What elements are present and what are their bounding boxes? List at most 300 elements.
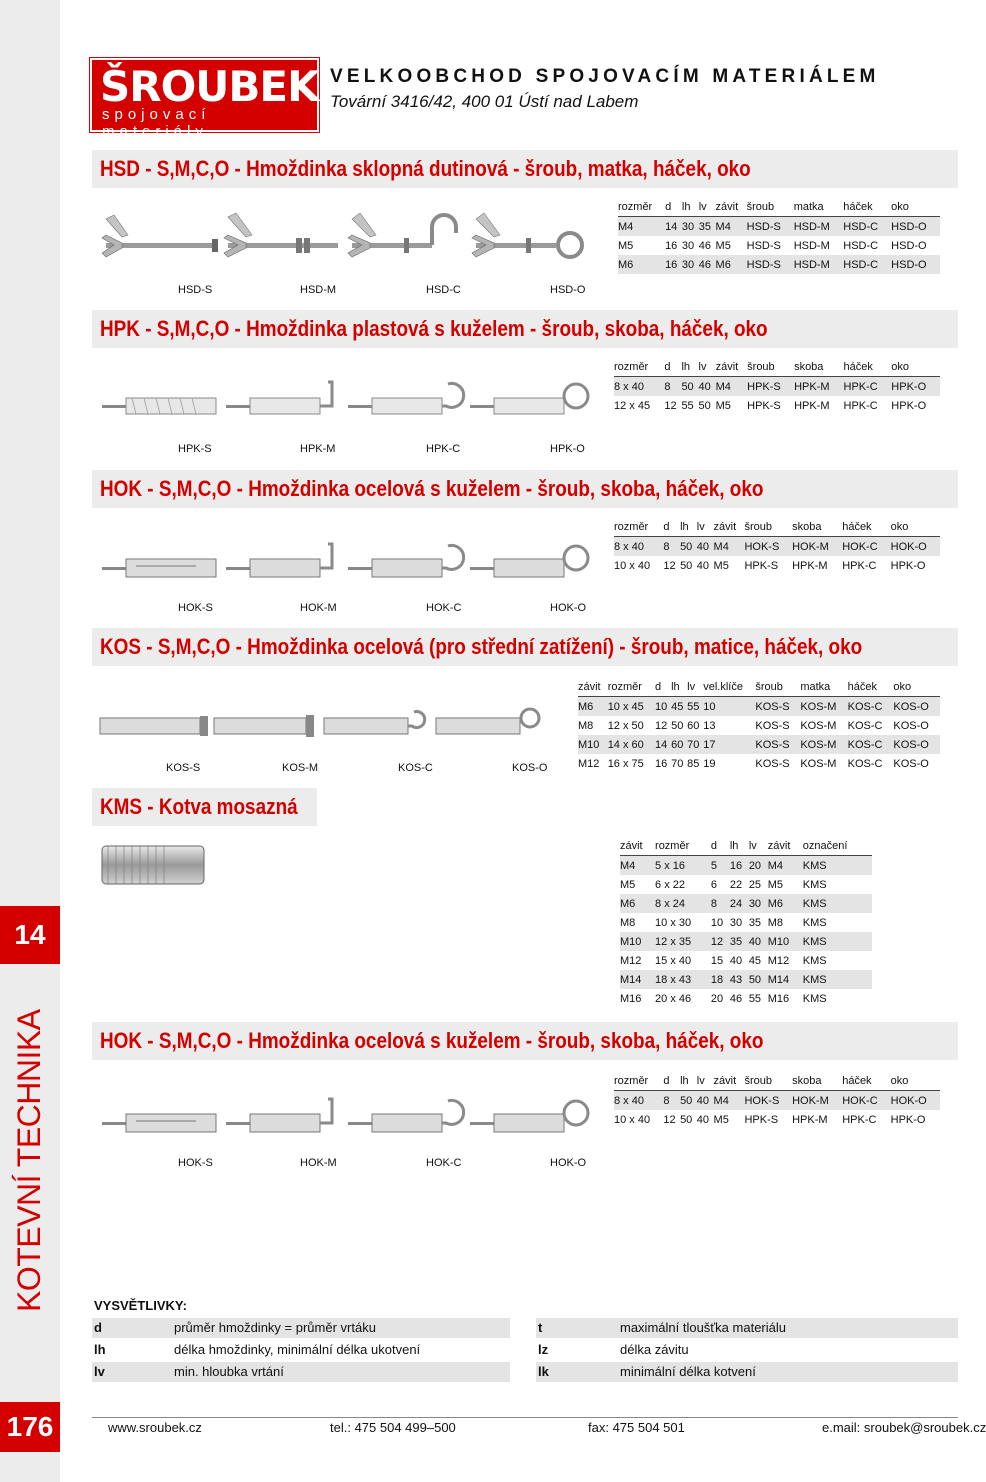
table-cell: 50 (698, 399, 711, 412)
kos-m-label: KOS-M (282, 762, 319, 774)
table-cell: 15 x 40 (655, 954, 692, 967)
table-cell: 50 (680, 1113, 693, 1126)
table-cell: HPK-S (744, 559, 779, 572)
table-cell: HSD-S (747, 255, 794, 274)
table-cell: 30 (729, 916, 743, 929)
section-kos (92, 628, 958, 666)
table-cell: 16 (665, 255, 682, 274)
table-cell: 46 (729, 992, 743, 1005)
table-cell: 8 (664, 377, 681, 397)
column-header: d (663, 517, 680, 537)
table-cell: HOK-O (891, 1091, 940, 1111)
table-cell: 40 (697, 1091, 714, 1111)
chapter-title: KOTEVNÍ TECHNIKA (11, 1009, 47, 1312)
table-row (614, 1091, 940, 1111)
table-cell: 12 (655, 719, 668, 732)
table-cell: M5 (715, 399, 731, 412)
table-cell: M4 (620, 856, 655, 876)
table-cell: HOK-O (891, 537, 940, 557)
table-cell: 15 (710, 954, 724, 967)
footer-email-link[interactable]: e.mail: sroubek@sroubek.cz (822, 1420, 986, 1435)
table-cell: M8 (620, 916, 636, 929)
table-cell: 40 (699, 377, 716, 397)
table-cell: 40 (729, 954, 743, 967)
kos-c-label: KOS-C (398, 762, 433, 774)
table-cell: HPK-O (890, 1113, 926, 1126)
table-cell: KMS (802, 916, 827, 929)
table-cell: HSD-C (843, 217, 891, 237)
table-row (578, 697, 940, 717)
table-cell: 8 x 40 (614, 537, 663, 557)
table-row (614, 396, 940, 415)
table-cell: M8 (578, 719, 594, 732)
table-cell: 10 (655, 697, 671, 717)
legend-key: lk (538, 1364, 549, 1379)
table-cell: KMS (803, 856, 872, 876)
kos-product-images (96, 704, 556, 748)
table-row (620, 894, 872, 913)
table-cell: HPK-S (744, 1113, 779, 1126)
logo-main: ŠROUBEK (100, 62, 319, 111)
table-cell: 10 x 45 (608, 697, 655, 717)
table-cell: KMS (802, 992, 827, 1005)
table-row (578, 735, 940, 754)
table-cell: HPK-S (747, 399, 781, 412)
table-cell: HOK-C (842, 537, 890, 557)
legend-row (92, 1340, 510, 1360)
table-cell: M5 (713, 1113, 729, 1126)
table-cell: 10 x 40 (614, 1113, 651, 1126)
section-hsd (92, 150, 958, 188)
table-row (620, 875, 872, 894)
table-cell: HSD-O (891, 217, 940, 237)
company-address: Tovární 3416/42, 400 01 Ústí nad Labem (330, 92, 639, 111)
table-cell: 35 (748, 916, 762, 929)
table-cell: KMS (803, 970, 872, 989)
hpk-m-image (226, 382, 332, 414)
table-cell: M6 (768, 894, 803, 913)
table-cell: HOK-C (842, 1091, 890, 1111)
legend-value: průměr hmoždinky = průměr vrtáku (174, 1320, 376, 1335)
table-cell: HPK-O (890, 559, 926, 572)
column-header: háček (848, 677, 894, 697)
table-cell: KOS-O (893, 697, 940, 717)
table-row (614, 1110, 940, 1129)
column-header: lh (681, 357, 698, 377)
legend-row (536, 1362, 958, 1382)
table-cell: M16 (767, 992, 790, 1005)
column-header: závit (578, 677, 608, 697)
hok-2-m-label: HOK-M (300, 1157, 337, 1169)
hsd-s-label: HSD-S (178, 284, 213, 296)
column-header: rozměr (608, 677, 655, 697)
section-hok-title: HOK - S,M,C,O - Hmoždinka ocelová s kuželem - šroub, skoba, háček, oko (100, 476, 764, 501)
table-cell: M4 (714, 1091, 745, 1111)
table-cell: HSD-C (843, 239, 879, 252)
table-cell: 50 (681, 377, 698, 397)
table-cell: 17 (703, 735, 755, 754)
table-cell: 70 (671, 757, 684, 770)
column-header: lv (749, 836, 768, 856)
table-cell: 30 (681, 239, 695, 252)
table-cell: 8 (663, 537, 680, 557)
column-header: matka (794, 197, 844, 217)
hok-m-label: HOK-M (300, 602, 337, 614)
table-cell: HSD-O (891, 255, 940, 274)
hpk-c-label: HPK-C (426, 443, 461, 455)
table-cell: M6 (620, 894, 655, 913)
table-cell: 6 (710, 878, 718, 891)
table-cell: 43 (730, 970, 749, 989)
table-cell: 60 (687, 719, 700, 732)
table-cell: KOS-S (755, 697, 800, 717)
hsd-c-label: HSD-C (426, 284, 461, 296)
table-row (620, 951, 872, 970)
hok-2-c-image (348, 1100, 464, 1132)
table-cell: 40 (696, 1113, 710, 1126)
column-header: skoba (792, 517, 842, 537)
table-cell: KOS-M (800, 719, 837, 732)
table-cell: 40 (697, 537, 714, 557)
table-cell: HPK-O (891, 399, 927, 412)
table-cell: 40 (696, 559, 710, 572)
table-cell: 10 (710, 916, 724, 929)
hsd-c-image (348, 213, 456, 257)
section-hok (92, 470, 958, 508)
hpk-s-label: HPK-S (178, 443, 212, 455)
column-header: závit (620, 836, 655, 856)
legend-value: min. hloubka vrtání (174, 1364, 284, 1379)
hpk-o-image (470, 384, 588, 414)
column-header: závit (716, 357, 748, 377)
table-header-row (618, 197, 940, 217)
column-header: lv (697, 1071, 714, 1091)
hpk-product-images (96, 378, 596, 432)
column-header: závit (768, 836, 803, 856)
table-cell: HPK-M (792, 1113, 828, 1126)
table-cell: HPK-S (747, 377, 794, 397)
table-cell: 10 (703, 697, 755, 717)
column-header: rozměr (618, 197, 665, 217)
table-cell: 46 (699, 255, 716, 274)
section-hpk (92, 310, 958, 348)
hpk-o-label: HPK-O (550, 443, 585, 455)
table-cell: KOS-M (800, 757, 837, 770)
table-cell: KOS-O (893, 757, 929, 770)
table-row (618, 236, 940, 255)
column-header: šroub (747, 357, 794, 377)
table-cell: KOS-O (893, 735, 940, 754)
table-cell: M6 (578, 697, 608, 717)
spec-table-hsd (618, 197, 940, 274)
brand-logo (90, 58, 332, 140)
table-cell: 40 (749, 932, 768, 951)
table-cell: 14 x 60 (608, 735, 655, 754)
legend-key: lh (94, 1342, 106, 1357)
table-row (620, 856, 872, 876)
table-cell: KMS (802, 954, 827, 967)
table-cell: M4 (716, 217, 747, 237)
hok-c-label: HOK-C (426, 602, 462, 614)
footer-fax: fax: 475 504 501 (588, 1420, 685, 1435)
table-cell: 50 (680, 559, 693, 572)
table-cell: M12 (767, 954, 790, 967)
table-row (614, 377, 940, 397)
table-cell: M10 (578, 735, 608, 754)
legend-value: maximální tloušťka materiálu (620, 1320, 786, 1335)
legend-row (92, 1318, 510, 1338)
table-row (618, 255, 940, 274)
table-cell: M5 (620, 878, 636, 891)
footer-divider (92, 1417, 958, 1418)
column-header: skoba (794, 357, 843, 377)
table-cell: 12 (711, 932, 730, 951)
table-cell: 6 x 22 (655, 878, 685, 891)
column-header: lh (671, 677, 687, 697)
table-cell: 12 (664, 399, 677, 412)
table-cell: HPK-C (842, 1113, 877, 1126)
table-cell: 22 (729, 878, 743, 891)
chapter-number: 14 (0, 906, 60, 964)
column-header: lv (687, 677, 703, 697)
column-header: oko (893, 677, 940, 697)
table-header-row (620, 836, 872, 856)
table-row (620, 913, 872, 932)
column-header: lh (730, 836, 749, 856)
column-header: lv (697, 517, 714, 537)
table-cell: 19 (703, 757, 716, 770)
table-cell: 20 (749, 856, 768, 876)
legend-value: minimální délka kotvení (620, 1364, 756, 1379)
table-row (620, 989, 872, 1008)
kms-product-image (98, 842, 210, 888)
hok-2-o-label: HOK-O (550, 1157, 587, 1169)
table-cell: 20 x 46 (655, 992, 692, 1005)
table-cell: HSD-M (793, 239, 830, 252)
table-cell: HOK-M (792, 537, 842, 557)
page-number: 176 (0, 1402, 60, 1452)
table-cell: 55 (748, 992, 762, 1005)
column-header: háček (844, 357, 892, 377)
kos-s-label: KOS-S (166, 762, 201, 774)
hok-2-s-image (102, 1114, 216, 1132)
table-cell: 16 (665, 239, 678, 252)
column-header: lh (680, 1071, 697, 1091)
table-cell: 18 (711, 970, 730, 989)
logo-subtitle: spojovací materiály (102, 106, 211, 140)
table-cell: KOS-C (847, 757, 883, 770)
hpk-m-label: HPK-M (300, 443, 336, 455)
table-cell: 30 (682, 255, 699, 274)
table-cell: M5 (767, 878, 784, 891)
kos-o-label: KOS-O (512, 762, 548, 774)
table-cell: 35 (699, 217, 716, 237)
table-cell: 8 (663, 1091, 680, 1111)
table-cell: 70 (687, 735, 703, 754)
hok-2-s-label: HOK-S (178, 1157, 213, 1169)
table-cell: 12 x 45 (614, 399, 651, 412)
table-cell: 8 x 40 (614, 1091, 663, 1111)
hsd-m-image (224, 213, 338, 257)
table-cell: KOS-M (800, 697, 847, 717)
spec-table-hok (614, 517, 940, 575)
kos-c-image (324, 712, 425, 734)
column-header: lh (680, 517, 697, 537)
table-cell: 50 (749, 970, 768, 989)
table-cell: 13 (703, 719, 716, 732)
column-header: d (665, 197, 682, 217)
table-cell: HPK-O (891, 377, 940, 397)
column-header: oko (891, 1071, 940, 1091)
table-cell: 85 (687, 757, 700, 770)
table-cell: M12 (620, 954, 642, 967)
column-header: šroub (747, 197, 794, 217)
kos-s-image (100, 716, 208, 736)
table-cell: KOS-M (800, 735, 847, 754)
table-cell: KMS (802, 878, 827, 891)
column-header: závit (714, 517, 745, 537)
table-cell: HPK-M (792, 559, 828, 572)
table-cell: 55 (687, 697, 703, 717)
table-cell: HPK-C (842, 559, 877, 572)
column-header: rozměr (614, 1071, 663, 1091)
table-cell: 45 (671, 697, 687, 717)
legend-row (92, 1362, 510, 1382)
table-cell: M14 (768, 970, 803, 989)
table-cell: 16 x 75 (607, 757, 644, 770)
table-cell: 5 (711, 856, 730, 876)
spec-table-kms (620, 836, 872, 1008)
hok-2-c-label: HOK-C (426, 1157, 462, 1169)
table-cell: 45 (748, 954, 762, 967)
table-cell: HSD-C (843, 255, 891, 274)
footer-phone: tel.: 475 504 499–500 (330, 1420, 456, 1435)
table-cell: 18 x 43 (655, 970, 711, 989)
column-header: rozměr (614, 357, 664, 377)
legend-key: d (94, 1320, 102, 1335)
kos-m-image (214, 715, 314, 737)
spec-table-kos (578, 677, 940, 773)
table-cell: KOS-O (893, 719, 929, 732)
section-hpk-title: HPK - S,M,C,O - Hmoždinka plastová s kuželem - šroub, skoba, háček, oko (100, 316, 768, 341)
column-header: rozměr (614, 517, 663, 537)
section-hok-2-title: HOK - S,M,C,O - Hmoždinka ocelová s kuželem - šroub, skoba, háček, oko (100, 1028, 764, 1053)
hsd-s-image (102, 215, 218, 257)
table-cell: 50 (680, 1091, 697, 1111)
legend-row (536, 1318, 958, 1338)
column-header: d (711, 836, 730, 856)
table-row (578, 754, 940, 773)
hok-m-image (226, 544, 332, 577)
table-cell: HSD-M (794, 217, 844, 237)
table-header-row (614, 1071, 940, 1091)
column-header: háček (843, 197, 891, 217)
hok-2-o-image (470, 1101, 588, 1132)
kos-o-image (436, 709, 539, 734)
column-header: lv (699, 197, 716, 217)
spec-table-hpk (614, 357, 940, 415)
table-cell: 16 (655, 757, 668, 770)
table-cell: 30 (749, 894, 768, 913)
table-cell: KMS (803, 894, 872, 913)
table-cell: M10 (768, 932, 803, 951)
table-cell: 60 (671, 735, 687, 754)
table-cell: 5 x 16 (655, 856, 711, 876)
section-kos-title: KOS - S,M,C,O - Hmoždinka ocelová (pro střední zatížení) - šroub, matice, háček, oko (100, 634, 863, 659)
hok-o-image (470, 546, 588, 577)
table-cell: HSD-S (747, 217, 794, 237)
hok-product-images (96, 540, 596, 594)
table-cell: HPK-M (794, 399, 830, 412)
column-header: háček (842, 517, 890, 537)
table-cell: M4 (716, 377, 748, 397)
table-cell: 14 (665, 217, 682, 237)
hok-s-label: HOK-S (178, 602, 213, 614)
table-row (614, 556, 940, 575)
table-cell: 16 (730, 856, 749, 876)
table-cell: 12 x 50 (607, 719, 644, 732)
section-kms-title: KMS - Kotva mosazná (100, 794, 298, 819)
table-cell: HPK-C (844, 377, 892, 397)
section-hsd-title: HSD - S,M,C,O - Hmoždinka sklopná dutinová - šroub, matka, háček, oko (100, 156, 751, 181)
hok-c-image (348, 545, 464, 577)
table-cell: M14 (620, 970, 655, 989)
column-header: d (655, 677, 671, 697)
table-cell: 30 (682, 217, 699, 237)
table-cell: M12 (578, 757, 600, 770)
column-header: skoba (792, 1071, 842, 1091)
legend-key: lv (94, 1364, 105, 1379)
table-cell: M8 (767, 916, 784, 929)
table-header-row (578, 677, 940, 697)
column-header: závit (714, 1071, 745, 1091)
table-cell: 20 (710, 992, 724, 1005)
column-header: lh (682, 197, 699, 217)
table-cell: HSD-S (746, 239, 781, 252)
column-header: označení (803, 836, 872, 856)
table-cell: M10 (620, 932, 655, 951)
table-cell: HOK-S (744, 537, 792, 557)
table-cell: HPK-M (794, 377, 843, 397)
section-kms (92, 788, 317, 826)
column-header: oko (891, 197, 940, 217)
table-cell: 8 x 24 (655, 894, 711, 913)
table-cell: 12 x 35 (655, 932, 711, 951)
table-header-row (614, 517, 940, 537)
column-header: šroub (744, 1071, 792, 1091)
spec-table-hok-2 (614, 1071, 940, 1129)
legend-row (536, 1340, 958, 1360)
logo-registered: ® (318, 62, 332, 78)
table-cell: 12 (663, 559, 676, 572)
column-header: lv (699, 357, 716, 377)
table-row (620, 932, 872, 951)
hsd-o-image (472, 213, 582, 257)
footer-website-link[interactable]: www.sroubek.cz (108, 1420, 202, 1435)
table-cell: M4 (714, 537, 745, 557)
company-name: VELKOOBCHOD SPOJOVACÍM MATERIÁLEM (330, 66, 880, 87)
table-cell: KMS (803, 932, 872, 951)
column-header: d (664, 357, 681, 377)
table-cell: 50 (671, 719, 684, 732)
table-header-row (614, 357, 940, 377)
table-cell: HSD-O (891, 239, 927, 252)
table-cell: HOK-M (792, 1091, 842, 1111)
table-cell: 24 (730, 894, 749, 913)
column-header: matka (800, 677, 847, 697)
table-row (618, 217, 940, 237)
table-cell: HSD-M (794, 255, 844, 274)
